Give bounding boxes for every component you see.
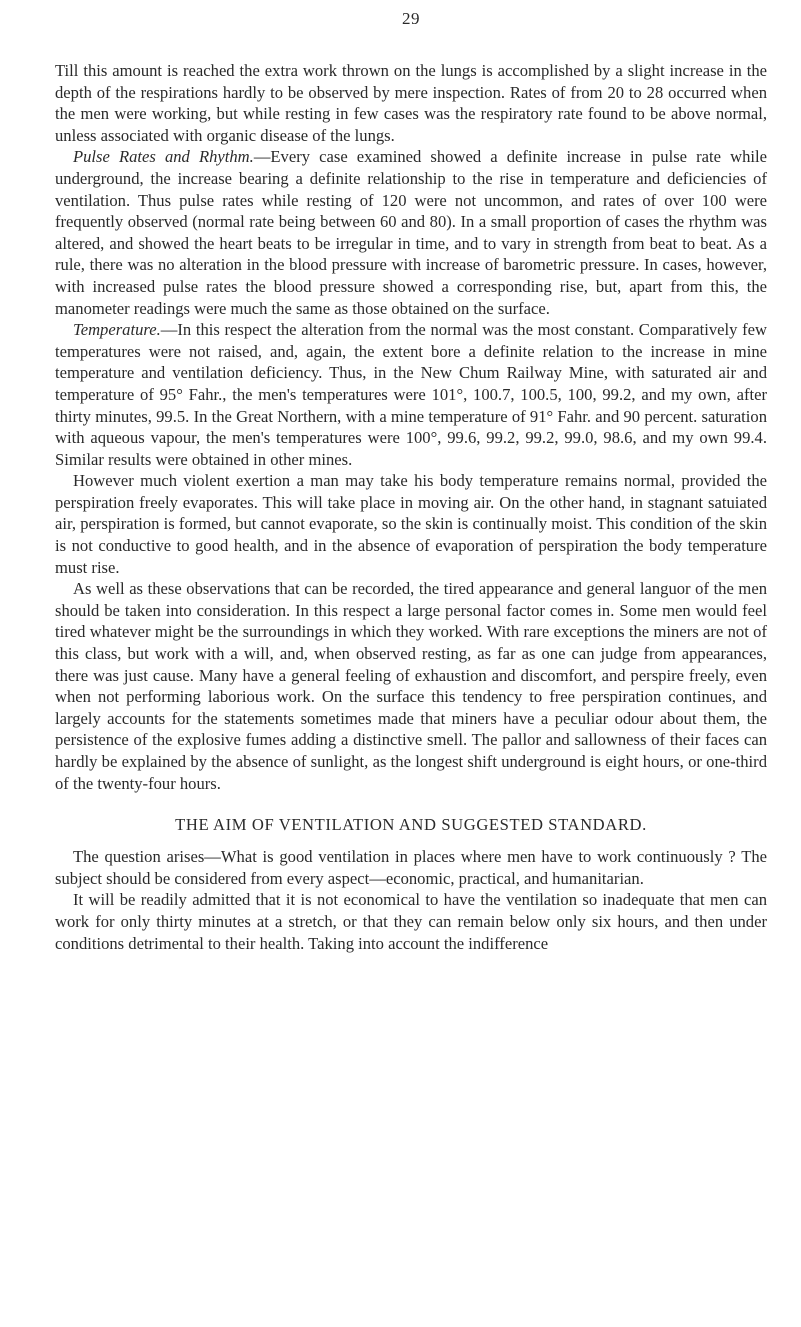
body-text: [55, 60, 767, 954]
paragraph-question: [55, 846, 767, 889]
page-number: 29: [402, 9, 420, 28]
paragraph-text: —Every case examined showed a definite increase in pulse rate while underground, the increase bearing a definite relationship to the rise in temperature and deficiencies of ventilation. Thus pulse rates while resting of 120 were not uncommon, and rates of over 100 were frequently observed (normal rate being between 60 and 80). In a small proportion of cases the rhythm was altered, and showed the heart beats to be irregular in time, and to vary in strength from beat to beat. As a rule, there was no alteration in the blood pressure with increase of barometric pressure. In cases, however, with increased pulse rates the blood pressure showed a corresponding rise, but, apart from this, the manometer readings were much the same as those obtained on the surface.: [55, 147, 768, 318]
paragraph-pulse-rates: [55, 146, 767, 319]
paragraph-economics: [55, 889, 767, 954]
paragraph-runin-heading: Pulse Rates and Rhythm.: [73, 147, 254, 167]
paragraph-respiration-continued: [55, 60, 767, 146]
paragraph-runin-heading: Temperature.: [73, 320, 161, 340]
paragraph-observations: [55, 578, 767, 794]
paragraph-text: As well as these observations that can be recorded, the tired appearance and general languor of the men should be taken into consideration. In this respect a large personal factor comes in. Some men would feel tired whatever might be the surroundings in which they worked. With rare exceptions the miners are not of this class, but work with a will, and, when observed resting, as far as one can judge from appearances, there was just cause. Many have a general feeling of exhaustion and discomfort, and perspire freely, even when not performing laborious work. On the surface this tendency to free perspiration continues, and largely accounts for the statements sometimes made that miners have a peculiar odour about them, the persistence of the explosive fumes adding a distinctive smell. The pallor and sallowness of their faces can hardly be explained by the absence of sunlight, as the longest shift underground is eight hours, or one-third of the twenty-four hours.: [55, 579, 767, 793]
paragraph-text: —In this respect the alteration from the normal was the most constant. Comparatively few temperatures were not raised, and, again, the extent bore a definite relation to the increase in mine temperature and ventilation deficiency. Thus, in the New Chum Railway Mine, with saturated air and temperature of 95° Fahr., the men's temperatures were 101°, 100.7, 100.5, 100, 99.2, and my own, after thirty minutes, 99.5. In the Great Northern, with a mine temperature of 91° Fahr. and 90 percent. saturation with aqueous vapour, the men's temperatures were 100°, 99.6, 99.2, 99.2, 99.0, 98.6, and my own 99.4. Similar results were obtained in other mines.: [55, 320, 767, 469]
book-page: [55, 0, 767, 954]
paragraph-text: Till this amount is reached the extra work thrown on the lungs is accomplished by a slight increase in the depth of the respirations hardly to be observed by mere inspection. Rates of from 20 to 28 occurred when the men were working, but while resting in few cases was the respiratory rate found to be above normal, unless associated with organic disease of the lungs.: [55, 61, 767, 145]
section-heading: THE AIM OF VENTILATION AND SUGGESTED STANDARD.: [175, 815, 647, 835]
paragraph-temperature: [55, 319, 767, 470]
paragraph-exertion: [55, 470, 767, 578]
paragraph-text: It will be readily admitted that it is not economical to have the ventilation so inadequate that men can work for only thirty minutes at a stretch, or that they can remain below only six hours, and then under conditions detrimental to their health. Taking into account the indifference: [55, 890, 767, 953]
paragraph-text: The question arises—What is good ventilation in places where men have to work continuously ? The subject should be considered from every aspect—economic, practical, and humanitarian.: [55, 847, 767, 888]
paragraph-text: However much violent exertion a man may take his body temperature remains normal, provided the perspiration freely evaporates. This will take place in moving air. On the other hand, in stagnant satuiated air, perspiration is formed, but cannot evaporate, so the skin is continually moist. This condition of the skin is not conductive to good health, and in the absence of evaporation of perspiration the body temperature must rise.: [55, 471, 767, 577]
